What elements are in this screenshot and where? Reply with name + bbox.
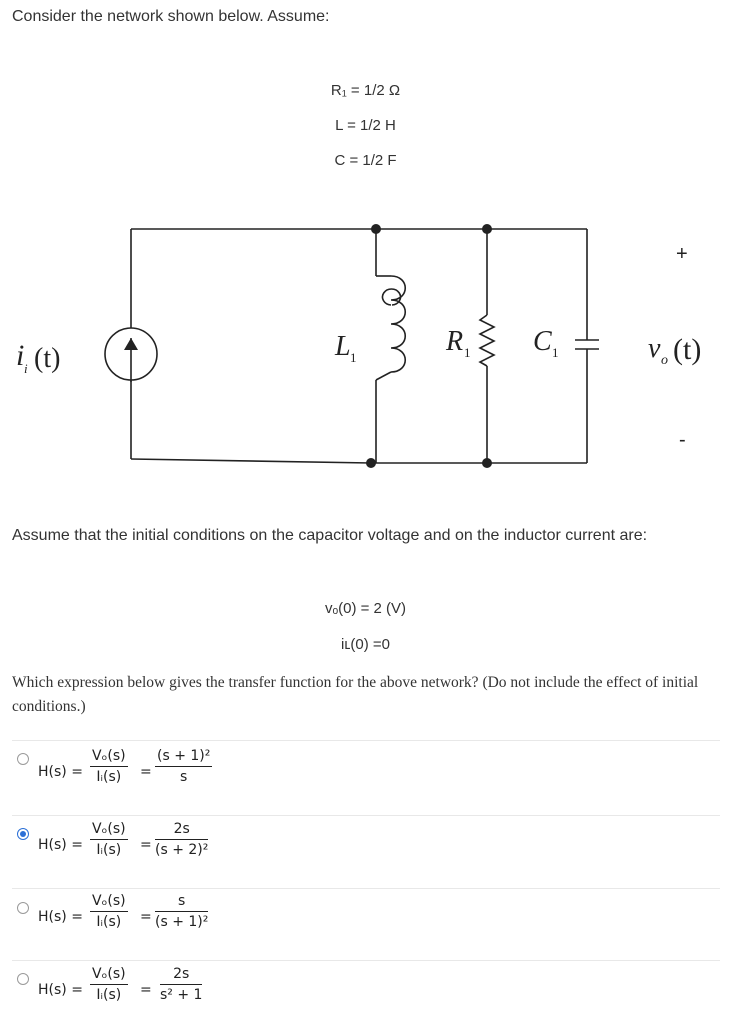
output-label: v: [648, 333, 661, 364]
circuit-diagram: [0, 0, 731, 500]
option-lhs: H(s) =: [38, 764, 83, 780]
radio-button-selected[interactable]: [17, 828, 29, 840]
fraction-denominator: Iᵢ(s): [96, 987, 122, 1003]
fraction-numerator: 2s: [155, 820, 208, 840]
fraction-denominator: s: [180, 769, 188, 785]
option-fraction-2: [160, 965, 202, 1005]
param-r1: R₁ = 1/2 Ω: [330, 82, 401, 99]
junction-dot: [366, 458, 376, 468]
ic-inductor-current: iʟ(0) =0: [341, 636, 390, 653]
option-lhs: H(s) =: [38, 837, 83, 853]
inductor-label: L: [335, 331, 351, 362]
option-lhs: H(s) =: [38, 982, 83, 998]
fraction-numerator: 2s: [160, 965, 202, 985]
source-label: i: [16, 339, 25, 372]
fraction-denominator: (s + 1)²: [155, 914, 209, 930]
intro-text: Consider the network shown below. Assume:: [12, 8, 330, 25]
fraction-denominator: Iᵢ(s): [96, 769, 122, 785]
capacitor-label: C: [533, 326, 552, 357]
minus-sign: -: [679, 429, 686, 451]
fraction-denominator: Iᵢ(s): [96, 914, 122, 930]
ic-capacitor-voltage: vₒ(0) = 2 (V): [324, 600, 407, 617]
divider: [12, 740, 720, 741]
option-fraction-1: [90, 892, 128, 932]
plus-sign: +: [676, 243, 688, 265]
initial-conditions-text: Assume that the initial conditions on the capacitor voltage and on the inductor current are:: [12, 527, 648, 544]
option-equals: =: [140, 764, 152, 780]
fraction-numerator: Vₒ(s): [90, 747, 128, 767]
source-label-arg: (t): [34, 343, 61, 374]
radio-button[interactable]: [17, 973, 29, 985]
option-fraction-1: [90, 747, 128, 787]
fraction-denominator: Iᵢ(s): [96, 842, 122, 858]
answer-option-1[interactable]: [12, 745, 720, 815]
option-equals: =: [140, 909, 152, 925]
output-label-sub: o: [661, 353, 668, 368]
junction-dot: [482, 458, 492, 468]
source-arrow-icon: [124, 338, 138, 350]
divider: [12, 815, 720, 816]
answer-option-4[interactable]: [12, 963, 720, 1033]
fraction-denominator: (s + 2)²: [155, 842, 209, 858]
bottom-wire-left: [131, 459, 371, 463]
answer-option-2[interactable]: [12, 818, 720, 888]
radio-button[interactable]: [17, 753, 29, 765]
inductor-label-sub: 1: [350, 350, 357, 365]
divider: [12, 888, 720, 889]
junction-dot: [371, 224, 381, 234]
question-text: Which expression below gives the transfer function for the above network? (Do not include the effect of initial conditions.): [12, 674, 699, 715]
junction-dot: [482, 224, 492, 234]
fraction-numerator: Vₒ(s): [90, 820, 128, 840]
inductor-coil-1: [382, 289, 400, 305]
fraction-numerator: s: [155, 892, 208, 912]
option-lhs: H(s) =: [38, 909, 83, 925]
answer-option-3[interactable]: [12, 892, 720, 962]
param-c: C = 1/2 F: [334, 152, 397, 169]
radio-button[interactable]: [17, 902, 29, 914]
fraction-numerator: Vₒ(s): [90, 892, 128, 912]
capacitor-label-sub: 1: [552, 345, 559, 360]
option-fraction-1: [90, 820, 128, 860]
output-label-arg: (t): [673, 333, 702, 366]
source-label-sub: i: [24, 361, 28, 376]
resistor-label: R: [446, 326, 464, 357]
option-fraction-2: [155, 820, 208, 860]
resistor-icon: [480, 315, 494, 366]
fraction-numerator: Vₒ(s): [90, 965, 128, 985]
inductor-icon: [391, 276, 405, 372]
resistor-label-sub: 1: [464, 345, 471, 360]
option-fraction-2: [155, 892, 208, 932]
option-equals: =: [140, 837, 152, 853]
fraction-denominator: s² + 1: [160, 987, 203, 1003]
param-l: L = 1/2 H: [335, 117, 396, 134]
option-fraction-2: [155, 747, 212, 787]
fraction-numerator: (s + 1)²: [155, 747, 212, 767]
option-equals: =: [140, 982, 152, 998]
option-fraction-1: [90, 965, 128, 1005]
